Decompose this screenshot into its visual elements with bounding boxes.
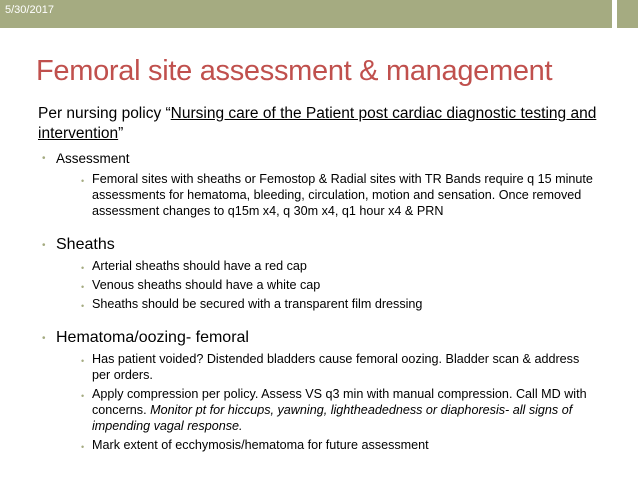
section-heading: Hematoma/oozing- femoral: [56, 329, 249, 346]
slide-title: Femoral site assessment & management: [36, 55, 553, 87]
slide-date: 5/30/2017: [5, 4, 54, 16]
intro-text: Per nursing policy “Nursing care of the Patient post cardiac diagnostic testing and intervention”: [38, 105, 597, 142]
section-heading: Sheaths: [56, 236, 115, 253]
slide-content: [38, 104, 598, 453]
header-bar: [0, 0, 612, 28]
section-hematoma: [38, 328, 598, 453]
list-item: • Venous sheaths should have a white cap: [56, 277, 598, 293]
section-heading: Assessment: [56, 151, 130, 166]
bullet-icon: •: [81, 176, 85, 186]
bullet-icon: •: [42, 153, 46, 164]
policy-link[interactable]: Nursing care of the Patient post cardiac diagnostic testing and intervention: [38, 105, 597, 142]
bullet-icon: •: [81, 391, 85, 401]
bullet-icon: •: [81, 282, 85, 292]
list-item: • Femoral sites with sheaths or Femostop & Radial sites with TR Bands require q 15 minute assessments for hematoma, bleeding, circulation, motion and sensation. Once removed assessment changes to q15m x4, q 30m x4, q1 hour x4 & PRN: [81, 172, 593, 218]
header-bar-right: [617, 0, 638, 28]
section-sheaths: [38, 235, 598, 312]
bullet-icon: •: [42, 333, 46, 344]
bullet-icon: •: [81, 356, 85, 366]
bullet-icon: •: [81, 442, 85, 452]
bullet-list: [38, 150, 598, 453]
section-assessment: [38, 150, 598, 219]
bullet-icon: •: [81, 301, 85, 311]
list-item: • Mark extent of ecchymosis/hematoma for future assessment: [56, 437, 598, 453]
list-item: • Sheaths should be secured with a transparent film dressing: [56, 296, 598, 312]
list-item: • Has patient voided? Distended bladders cause femoral oozing. Bladder scan & address per orders.: [81, 352, 580, 382]
bullet-icon: •: [42, 240, 46, 251]
vagal-warning: Monitor pt for hiccups, yawning, lightheadedness or diaphoresis- all signs of impending vagal response.: [92, 403, 573, 433]
list-item: • Arterial sheaths should have a red cap: [56, 258, 598, 274]
list-item: • Apply compression per policy. Assess VS q3 min with manual compression. Call MD with concerns. Monitor pt for hiccups, yawning, lightheadedness or diaphoresis- all signs of impending vagal response.: [81, 387, 587, 433]
bullet-icon: •: [81, 263, 85, 273]
